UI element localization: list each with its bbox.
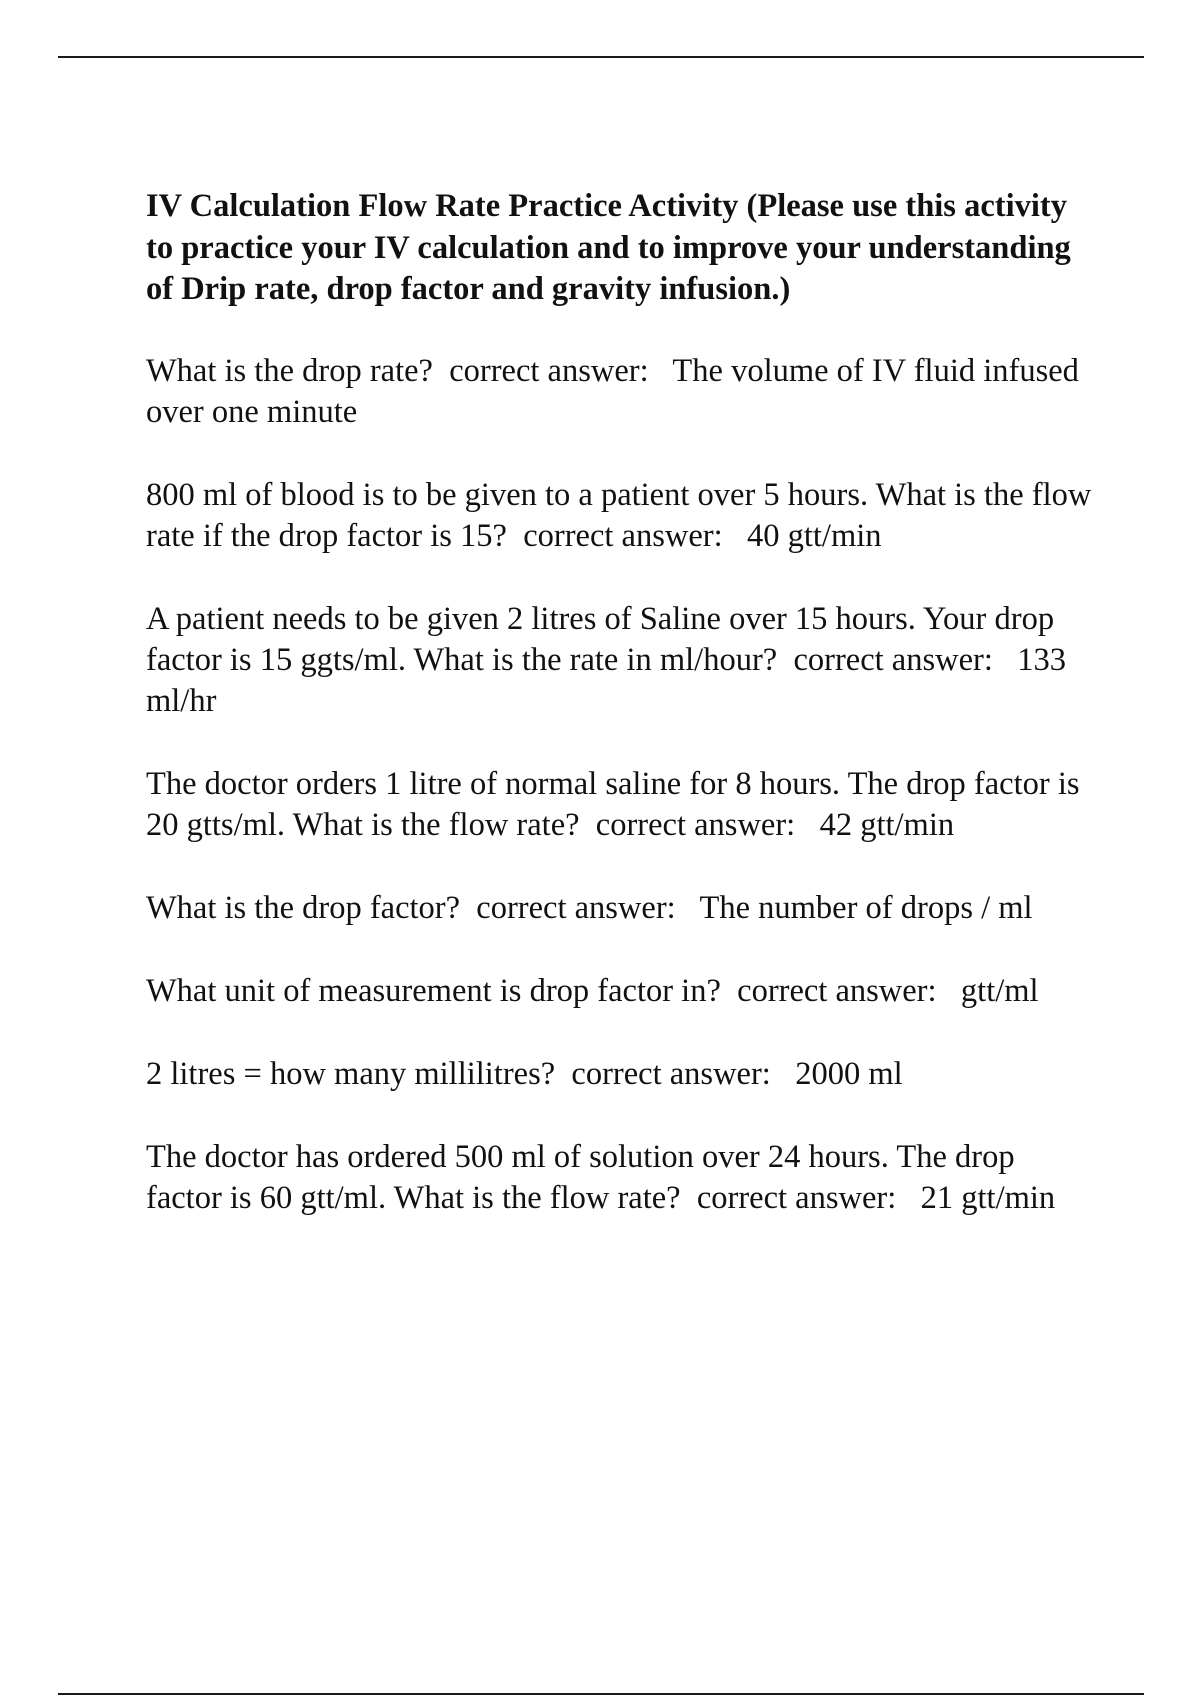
answer-label: correct answer: — [595, 806, 812, 843]
document-title: IV Calculation Flow Rate Practice Activity (Please use this activity to practice your IV calculation and to improve your understanding of Drip rate, drop factor and gravity infusion.) — [146, 188, 1071, 307]
question-text: A patient needs to be given 2 litres of Saline over 15 hours. Your drop factor is 15 ggts/ml. What is the rate in ml/hour? — [146, 600, 1063, 678]
document-body — [146, 186, 1100, 1261]
answer-label: correct answer: — [737, 972, 953, 1009]
qa-item — [146, 971, 1096, 1012]
qa-item — [146, 351, 1096, 433]
answer-label: correct answer: — [793, 641, 1010, 678]
answer-label: correct answer: — [571, 1055, 788, 1092]
question-text: What is the drop rate? — [146, 352, 442, 389]
bottom-rule — [58, 1693, 1144, 1695]
qa-item — [146, 475, 1100, 557]
question-text: What unit of measurement is drop factor in? — [146, 972, 730, 1009]
qa-item — [146, 1137, 1096, 1219]
answer-text: 133 ml/hr — [146, 641, 1075, 719]
question-text: 2 litres = how many millilitres? — [146, 1055, 564, 1092]
qa-item — [146, 888, 1096, 929]
answer-text: 40 gtt/min — [747, 517, 882, 554]
question-text: The doctor has ordered 500 ml of solution over 24 hours. The drop factor is 60 gtt/ml. What is the flow rate? — [146, 1138, 1023, 1216]
qa-item — [146, 599, 1096, 722]
answer-text: 21 gtt/min — [920, 1179, 1056, 1216]
top-rule — [58, 56, 1144, 58]
answer-label: correct answer: — [476, 889, 692, 926]
question-text: The doctor orders 1 litre of normal saline for 8 hours. The drop factor is 20 gtts/ml. What is the flow rate? — [146, 765, 1088, 843]
answer-label: correct answer: — [523, 517, 739, 554]
question-text: 800 ml of blood is to be given to a patient over 5 hours. What is the flow rate if the drop factor is 15? — [146, 476, 1100, 554]
qa-item — [146, 764, 1096, 846]
answer-text: The volume of IV fluid infused over one minute — [146, 352, 1088, 430]
answer-label: correct answer: — [696, 1179, 913, 1216]
answer-text: The number of drops / ml — [699, 889, 1033, 926]
answer-label: correct answer: — [449, 352, 665, 389]
qa-item — [146, 1054, 1096, 1095]
answer-text: 2000 ml — [795, 1055, 903, 1092]
question-text: What is the drop factor? — [146, 889, 469, 926]
answer-text: gtt/ml — [960, 972, 1039, 1009]
answer-text: 42 gtt/min — [819, 806, 955, 843]
